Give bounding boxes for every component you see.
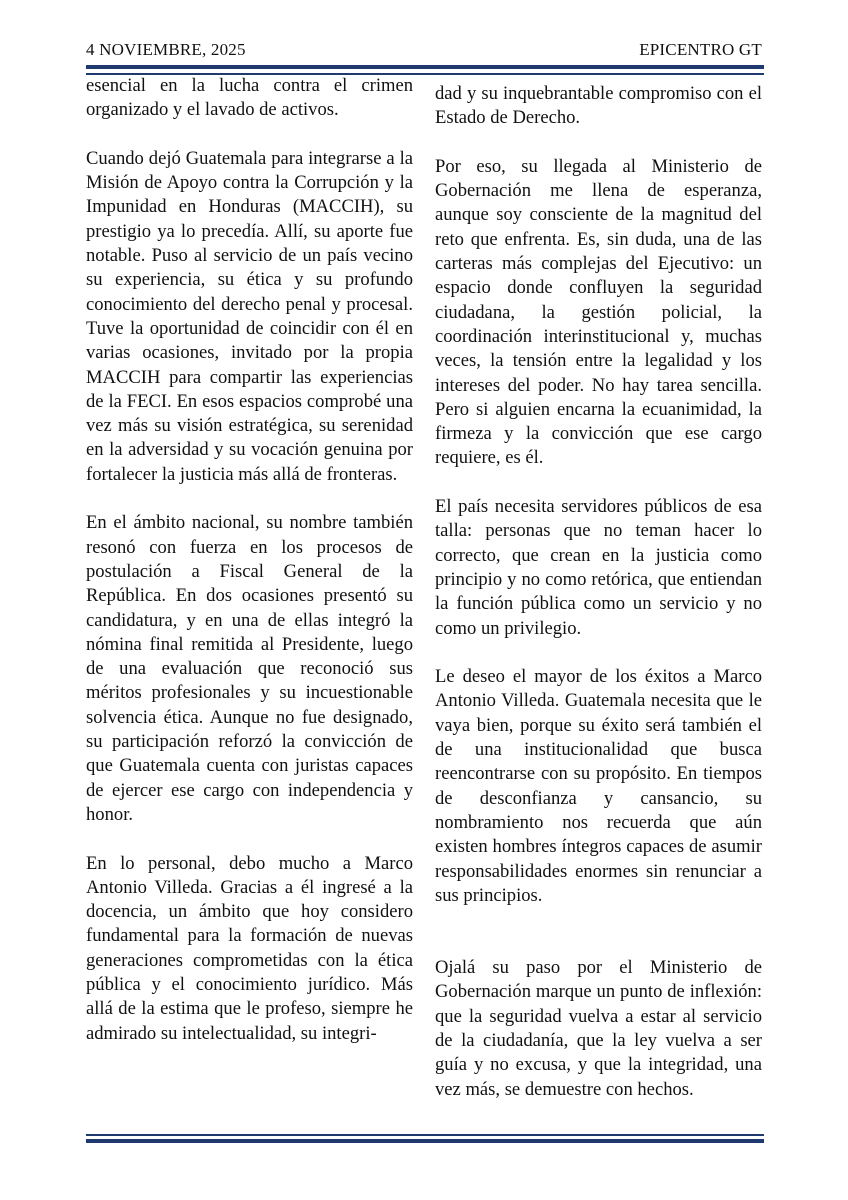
left-paragraph-4: En lo personal, debo mucho a Marco Antonio Villeda. Gracias a él ingresé a la docencia, un ámbito que hoy considero fundamental para la formación de nuevas generaciones comprometidas con la ética pública y el conocimiento jurídico. Más allá de la estima que le profeso, siempre he admirado su intelectualidad, su integri-: [86, 852, 413, 1044]
header-publication: EPICENTRO GT: [639, 40, 762, 59]
right-paragraph-2: Por eso, su llegada al Ministerio de Gobernación me llena de esperanza, aunque soy consciente de la magnitud del reto que enfrenta. Es, sin duda, una de las carteras más complejas del Ejecutivo: un espacio donde confluyen la seguridad ciudadana, la gestión policial, la coordinación interinstitucional y, muchas veces, la tensión entre la legalidad y los intereses del poder. No hay tarea sencilla. Pero si alguien encarna la ecuanimidad, la firmeza y la convicción que ese cargo requiere, es él.: [435, 155, 762, 469]
right-paragraph-4: Le deseo el mayor de los éxitos a Marco Antonio Villeda. Guatemala necesita que le vaya bien, porque su éxito será también el de una institucionalidad que busca reencontrarse con su propósito. En tiempos de desconfianza y cansancio, su nombramiento nos recuerda que aún existen hombres íntegros capaces de asumir responsabilidades enormes sin renunciar a sus principios.: [435, 666, 762, 906]
left-paragraph-1: esencial en la lucha contra el crimen organizado y el lavado de activos.: [86, 75, 413, 121]
header-date: 4 NOVIEMBRE, 2025: [86, 40, 246, 59]
left-paragraph-3: En el ámbito nacional, su nombre también resonó con fuerza en los procesos de postulación a Fiscal General de la República. En dos ocasiones presentó su candidatura, y en una de ellas integró la nómina final remitida al Presidente, luego de una evaluación que reconoció sus méritos profesionales y su incuestionable solvencia ética. Aunque no fue designado, su participación reforzó la convicción de que Guatemala cuenta con juristas capaces de ejercer ese cargo con independencia y honor.: [86, 512, 413, 825]
right-paragraph-3: El país necesita servidores públicos de esa talla: personas que no teman hacer lo correcto, que crean en la justicia como principio y no como retórica, que entiendan la función pública como un servicio y no como un privilegio.: [435, 496, 762, 639]
top-rule-thin: [86, 73, 764, 75]
left-column: [86, 74, 413, 1046]
right-paragraph-1: dad y su inquebrantable compromiso con el Estado de Derecho.: [435, 83, 762, 129]
bottom-rule-thick: [86, 1139, 764, 1143]
right-column: [435, 82, 762, 1102]
left-paragraph-2: Cuando dejó Guatemala para integrarse a la Misión de Apoyo contra la Corrupción y la Impunidad en Honduras (MACCIH), su prestigio ya lo precedía. Allí, su aporte fue notable. Puso al servicio de un país vecino su experiencia, su ética y su profundo conocimiento del derecho penal y procesal. Tuve la oportunidad de coincidir con él en varias ocasiones, invitado por la propia MACCIH para compartir las experiencias de la FECI. En esos espacios comprobé una vez más su visión estratégica, su serenidad en la adversidad y su vocación genuina por fortalecer la justicia más allá de fronteras.: [86, 147, 413, 485]
bottom-rule-thin: [86, 1134, 764, 1136]
right-paragraph-5: Ojalá su paso por el Ministerio de Gobernación marque un punto de inflexión: que la seguridad vuelva a estar al servicio de la ciudadanía, que la ley vuelva a ser guía y no excusa, y que la integridad, una vez más, se demuestre con hechos.: [435, 957, 762, 1100]
top-rule-thick: [86, 65, 764, 69]
